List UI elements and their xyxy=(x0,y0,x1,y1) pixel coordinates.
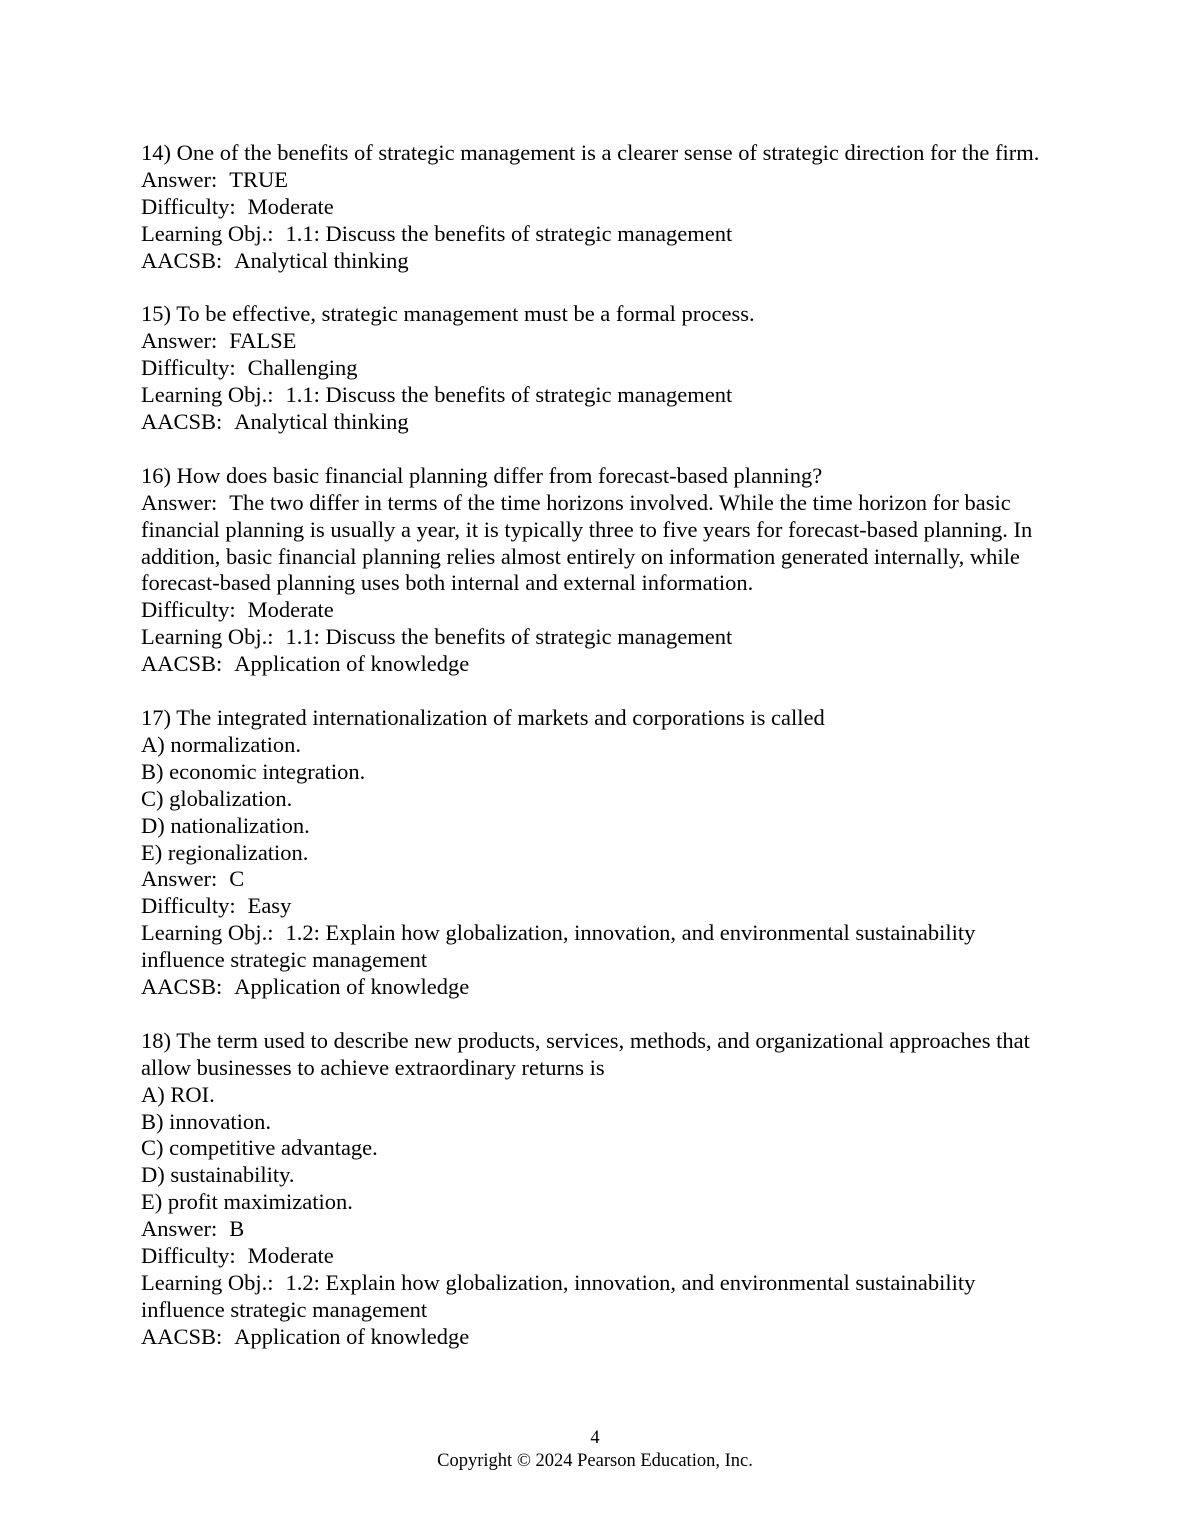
question-stem: 14) One of the benefits of strategic management is a clearer sense of strategic direction for the firm. xyxy=(141,140,1040,165)
option-a: A) ROI. xyxy=(141,1081,215,1107)
learning-obj-line xyxy=(141,624,1061,651)
question-17 xyxy=(141,705,1061,1001)
option-e: E) profit maximization. xyxy=(141,1189,353,1215)
learning-obj-value: 1.1: Discuss the benefits of strategic management xyxy=(285,624,733,650)
answer-line xyxy=(141,1216,1061,1243)
learning-obj-line xyxy=(141,920,1061,974)
option-e: E) regionalization. xyxy=(141,839,309,865)
learning-obj-line xyxy=(141,1270,1061,1324)
aacsb-line xyxy=(141,651,1061,678)
learning-obj-value: 1.1: Discuss the benefits of strategic management xyxy=(285,382,733,408)
difficulty-line xyxy=(141,355,1061,382)
answer-label: Answer: xyxy=(141,1216,218,1242)
aacsb-value: Application of knowledge xyxy=(234,1323,470,1349)
aacsb-label: AACSB: xyxy=(141,651,223,677)
question-stem: 15) To be effective, strategic management must be a formal process. xyxy=(141,301,755,327)
difficulty-value: Easy xyxy=(247,893,292,919)
aacsb-value: Application of knowledge xyxy=(234,651,470,677)
learning-obj-value: 1.2: Explain how globalization, innovation, and environmental sustainability influence strategic management xyxy=(141,1270,981,1322)
answer-line xyxy=(141,328,1061,355)
difficulty-label: Difficulty: xyxy=(141,355,236,381)
option-b: B) innovation. xyxy=(141,1108,271,1134)
difficulty-label: Difficulty: xyxy=(141,193,236,219)
learning-obj-label: Learning Obj.: xyxy=(141,624,274,650)
answer-value: B xyxy=(229,1216,245,1242)
answer-value: FALSE xyxy=(229,328,297,354)
aacsb-label: AACSB: xyxy=(141,1323,223,1349)
aacsb-line xyxy=(141,1324,1061,1351)
answer-line xyxy=(141,866,1061,893)
difficulty-line xyxy=(141,1243,1061,1270)
answer-line xyxy=(141,167,1061,194)
difficulty-line xyxy=(141,893,1061,920)
question-14 xyxy=(141,140,1061,275)
learning-obj-label: Learning Obj.: xyxy=(141,1270,274,1295)
option-c: C) globalization. xyxy=(141,785,293,811)
aacsb-line xyxy=(141,409,1061,436)
option-c: C) competitive advantage. xyxy=(141,1135,378,1161)
answer-line xyxy=(141,490,1061,598)
learning-obj-value: 1.1: Discuss the benefits of strategic management xyxy=(285,220,733,246)
answer-value: C xyxy=(229,866,245,892)
question-18 xyxy=(141,1028,1061,1351)
aacsb-label: AACSB: xyxy=(141,409,223,435)
page-number: 4 xyxy=(590,1428,600,1448)
difficulty-value: Moderate xyxy=(247,193,334,219)
aacsb-line xyxy=(141,248,1061,275)
question-stem: 16) How does basic financial planning differ from forecast-based planning? xyxy=(141,462,823,488)
option-d: D) nationalization. xyxy=(141,812,310,838)
question-stem: 17) The integrated internationalization of markets and corporations is called xyxy=(141,704,825,730)
learning-obj-label: Learning Obj.: xyxy=(141,920,274,946)
aacsb-value: Application of knowledge xyxy=(234,974,470,1000)
aacsb-line xyxy=(141,974,1061,1001)
answer-label: Answer: xyxy=(141,489,218,515)
learning-obj-line xyxy=(141,221,1061,248)
option-b: B) economic integration. xyxy=(141,758,366,784)
answer-label: Answer: xyxy=(141,166,218,192)
answer-value: The two differ in terms of the time horizons involved. While the time horizon for basic financial planning is usually a year, it is typically three to five years for forecast-based planning. In addition, basic financial planning relies almost entirely on information generated internally, while forecast-based planning uses both internal and external information. xyxy=(141,489,1038,596)
learning-obj-label: Learning Obj.: xyxy=(141,382,274,408)
answer-label: Answer: xyxy=(141,866,218,892)
question-15 xyxy=(141,301,1061,436)
answer-label: Answer: xyxy=(141,328,218,354)
learning-obj-value: 1.2: Explain how globalization, innovation, and environmental sustainability influence strategic management xyxy=(141,920,981,973)
difficulty-label: Difficulty: xyxy=(141,1243,236,1269)
aacsb-value: Analytical thinking xyxy=(234,247,409,273)
difficulty-label: Difficulty: xyxy=(141,893,236,919)
option-d: D) sustainability. xyxy=(141,1162,295,1188)
aacsb-label: AACSB: xyxy=(141,247,223,273)
question-list xyxy=(141,140,1061,1378)
aacsb-value: Analytical thinking xyxy=(234,409,409,435)
learning-obj-label: Learning Obj.: xyxy=(141,220,274,246)
difficulty-value: Moderate xyxy=(247,1243,334,1269)
difficulty-value: Challenging xyxy=(247,355,358,381)
question-stem: 18) The term used to describe new products, services, methods, and organizational approaches that allow businesses to achieve extraordinary returns is xyxy=(141,1027,1036,1080)
question-16 xyxy=(141,463,1061,678)
option-a: A) normalization. xyxy=(141,731,301,757)
learning-obj-line xyxy=(141,382,1061,409)
difficulty-line xyxy=(141,194,1061,221)
difficulty-value: Moderate xyxy=(247,597,334,623)
aacsb-label: AACSB: xyxy=(141,974,223,1000)
copyright-notice: Copyright © 2024 Pearson Education, Inc. xyxy=(437,1451,753,1471)
difficulty-label: Difficulty: xyxy=(141,597,236,623)
answer-value: TRUE xyxy=(229,166,288,192)
difficulty-line xyxy=(141,597,1061,624)
